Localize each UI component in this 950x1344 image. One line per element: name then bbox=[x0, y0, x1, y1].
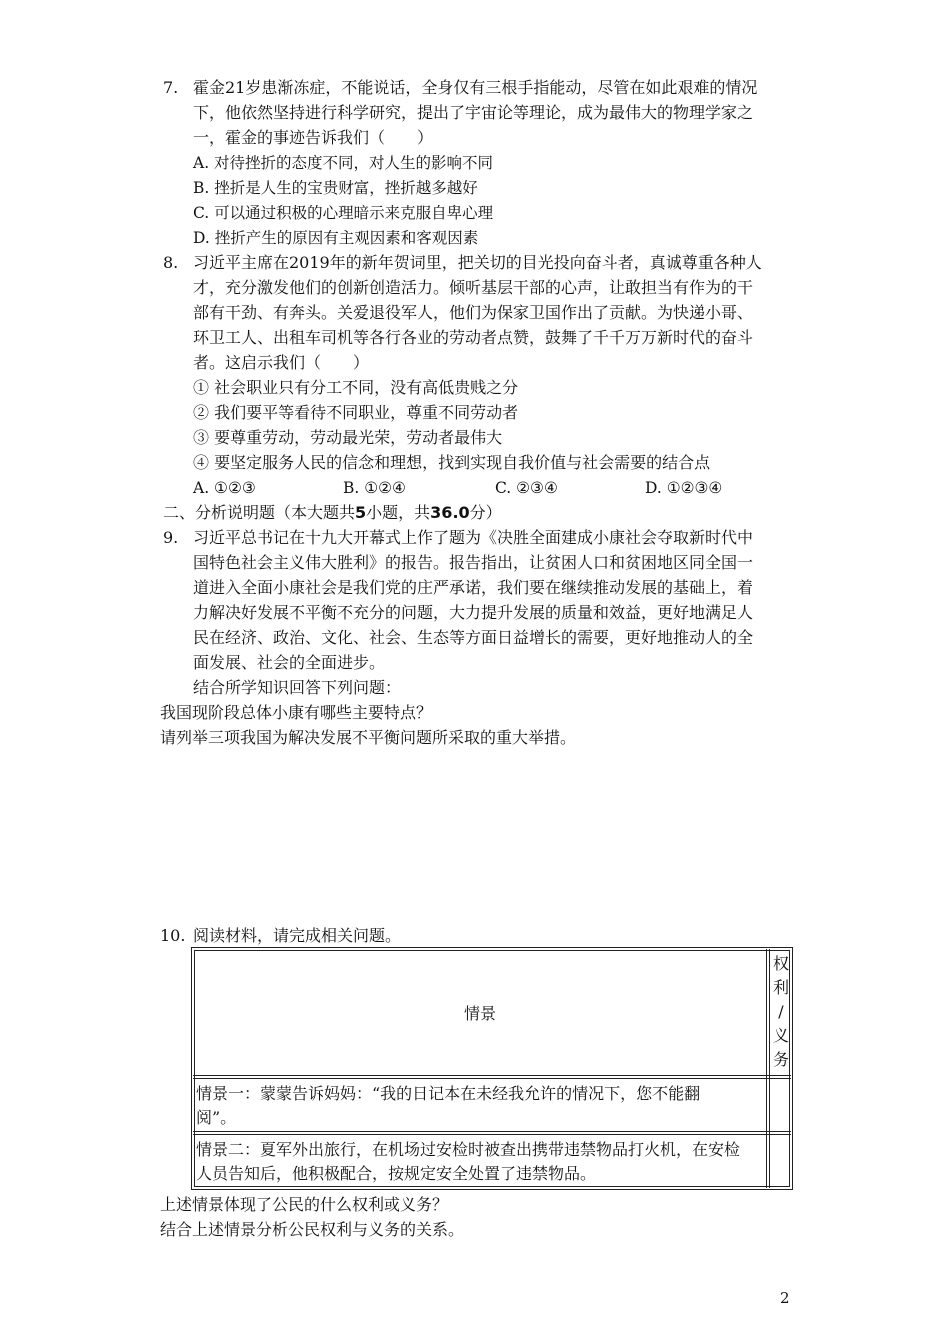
q8-choice-d: D. ①②③④ bbox=[645, 479, 723, 497]
q8-choice-c: C. ②③④ bbox=[495, 479, 558, 497]
q7-option-d: D. 挫折产生的原因有主观因素和客观因素 bbox=[193, 229, 479, 247]
q8-line-4: 环卫工人、出租车司机等各行各业的劳动者点赞，鼓舞了千千万万新时代的奋斗 bbox=[193, 328, 754, 347]
table-row-divider-double bbox=[193, 1134, 791, 1135]
q9-line-6: 面发展、社会的全面进步。 bbox=[193, 653, 386, 672]
q8-line-1: 习近平主席在2019年的新年贺词里，把关切的目光投向奋斗者，真诚尊重各种人 bbox=[193, 253, 762, 272]
q8-line-2: 才，充分激发他们的创新创造活力。倾听基层干部的心声，让敢担当有作为的干 bbox=[193, 278, 754, 297]
q9-line-5: 民在经济、政治、文化、社会、生态等方面日益增长的需要，更好地推动人的全 bbox=[193, 628, 754, 647]
table-row-1-line-1: 情景一：蒙蒙告诉妈妈：“我的日记本在未经我允许的情况下，您不能翻 bbox=[196, 1084, 701, 1103]
section-2-score: 36.0 bbox=[430, 503, 470, 522]
table-row-2-line-2: 人员告知后，他积极配合，按规定安全处置了违禁物品。 bbox=[196, 1164, 597, 1183]
q9-sub-question-2: 请列举三项我国为解决发展不平衡问题所采取的重大举措。 bbox=[160, 728, 577, 747]
q7-number: 7. bbox=[163, 78, 179, 97]
q7-line-2: 下，他依然坚持进行科学研究，提出了宇宙论等理论，成为最伟大的物理学家之 bbox=[193, 103, 754, 122]
header-char-3: / bbox=[778, 1002, 784, 1021]
q7-option-b: B. 挫折是人生的宝贵财富，挫折越多越好 bbox=[193, 179, 478, 197]
section-2-count: 5 bbox=[355, 503, 367, 522]
q9-line-4: 力解决好发展不平衡不充分的问题，大力提升发展的质量和效益，更好地满足人 bbox=[193, 603, 754, 622]
table-header-rights-duties bbox=[771, 952, 791, 1072]
q8-line-3: 部有干劲、有奔头。关爱退役军人，他们为保家卫国作出了贡献。为快递小哥、 bbox=[193, 303, 754, 322]
q9-number: 9. bbox=[163, 528, 179, 547]
q7-option-c: C. 可以通过积极的心理暗示来克服自卑心理 bbox=[193, 204, 494, 222]
table-column-divider bbox=[766, 949, 767, 1188]
q8-number: 8. bbox=[163, 253, 179, 272]
q8-statement-2: ② 我们要平等看待不同职业，尊重不同劳动者 bbox=[193, 403, 519, 422]
q8-choice-b: B. ①②④ bbox=[343, 479, 406, 497]
q8-choice-a: A. ①②③ bbox=[193, 479, 256, 497]
q8-statement-3: ③ 要尊重劳动，劳动最光荣，劳动者最伟大 bbox=[193, 428, 503, 447]
q8-line-5: 者。这启示我们（ ） bbox=[193, 353, 370, 372]
q10-intro: 阅读材料，请完成相关问题。 bbox=[193, 926, 402, 945]
header-char-1: 权 bbox=[772, 954, 789, 973]
q7-line-3: 一，霍金的事迹告诉我们（ ） bbox=[193, 128, 434, 147]
q9-line-1: 习近平总书记在十九大开幕式上作了题为《决胜全面建成小康社会夺取新时代中 bbox=[193, 528, 754, 547]
q8-statement-1: ① 社会职业只有分工不同，没有高低贵贱之分 bbox=[193, 378, 519, 397]
section-2-middle: 小题，共 bbox=[366, 503, 431, 522]
section-2-heading bbox=[163, 503, 502, 523]
table-row-divider bbox=[193, 1131, 791, 1132]
table-header-scene: 情景 bbox=[464, 1004, 497, 1023]
q10-sub-question-1: 上述情景体现了公民的什么权利或义务？ bbox=[160, 1195, 449, 1214]
header-char-5: 务 bbox=[772, 1050, 789, 1069]
q9-line-2: 国特色社会主义伟大胜利》的报告。报告指出，让贫困人口和贫困地区同全国一 bbox=[193, 553, 754, 572]
section-2-prefix: 二、分析说明题（本大题共 bbox=[163, 503, 356, 522]
q7-line-1: 霍金21岁患渐冻症，不能说话，全身仅有三根手指能动，尽管在如此艰难的情况 bbox=[193, 78, 758, 97]
q9-line-3: 道进入全面小康社会是我们党的庄严承诺，我们要在继续推动发展的基础上，着 bbox=[193, 578, 754, 597]
table-header-divider bbox=[193, 1075, 791, 1076]
q10-number: 10. bbox=[160, 926, 186, 945]
q7-option-a: A. 对待挫折的态度不同，对人生的影响不同 bbox=[193, 154, 494, 172]
q9-sub-question-1: 我国现阶段总体小康有哪些主要特点？ bbox=[160, 703, 433, 722]
header-char-2: 利 bbox=[772, 978, 789, 997]
q8-statement-4: ④ 要坚定服务人民的信念和理想，找到实现自我价值与社会需要的结合点 bbox=[193, 453, 711, 472]
q10-sub-question-2: 结合上述情景分析公民权利与义务的关系。 bbox=[160, 1220, 465, 1239]
section-2-suffix: 分） bbox=[469, 503, 502, 522]
page-number: 2 bbox=[780, 1289, 790, 1307]
table-column-divider-double bbox=[769, 949, 770, 1188]
table-row-2-line-1: 情景二：夏军外出旅行，在机场过安检时被查出携带违禁物品打火机，在安检 bbox=[196, 1140, 741, 1159]
q9-prompt: 结合所学知识回答下列问题： bbox=[193, 678, 402, 697]
table-header-divider-double bbox=[193, 1078, 791, 1079]
table-row-1-line-2: 阅”。 bbox=[196, 1108, 237, 1127]
header-char-4: 义 bbox=[772, 1026, 789, 1045]
